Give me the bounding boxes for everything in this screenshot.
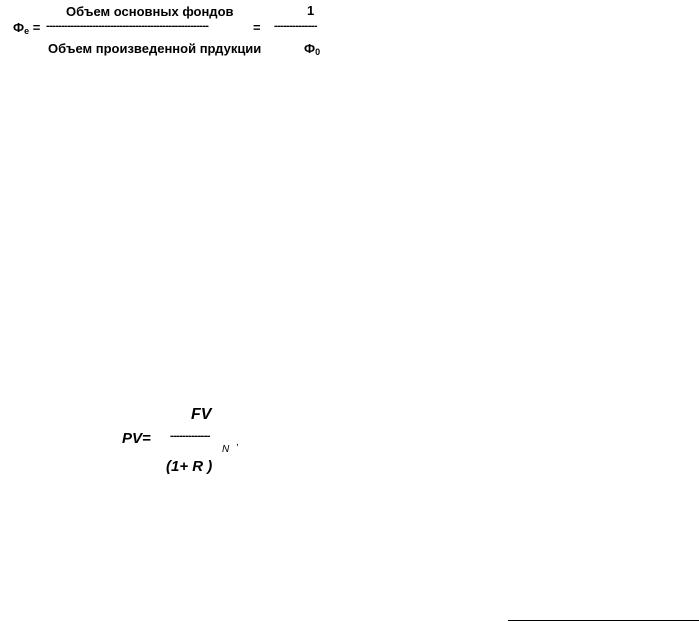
formula1-denominator: Объем произведенной прдукции xyxy=(48,41,262,56)
formula1-lhs-equals: = xyxy=(32,20,41,35)
formula1-rhs-denominator xyxy=(304,42,320,57)
formula1-rhs-denominator-subscript: 0 xyxy=(315,47,321,57)
formula1-lhs-symbol: Ф xyxy=(13,20,25,35)
formula1-fraction-bar: ----------------------------------------------------- xyxy=(46,20,209,32)
formula1-numerator: Объем основных фондов xyxy=(66,4,234,19)
formula1-rhs-fraction-bar: -------------- xyxy=(274,20,317,32)
formula2-fraction-bar: ------------- xyxy=(170,430,210,442)
formula1-middle-equals: = xyxy=(253,20,261,35)
formula1-rhs-denominator-symbol: Ф xyxy=(304,41,316,56)
formula2-numerator: FV xyxy=(191,406,212,423)
formula2-denominator: (1+ R ) xyxy=(166,458,213,475)
formula1-lhs xyxy=(13,21,40,36)
formula2-trailing-mark: , xyxy=(236,437,239,448)
formula1-rhs-numerator: 1 xyxy=(307,3,315,18)
formula2-lhs: PV= xyxy=(122,430,151,447)
formula1-lhs-subscript: е xyxy=(24,26,30,36)
formula2-exponent: N xyxy=(222,444,230,455)
